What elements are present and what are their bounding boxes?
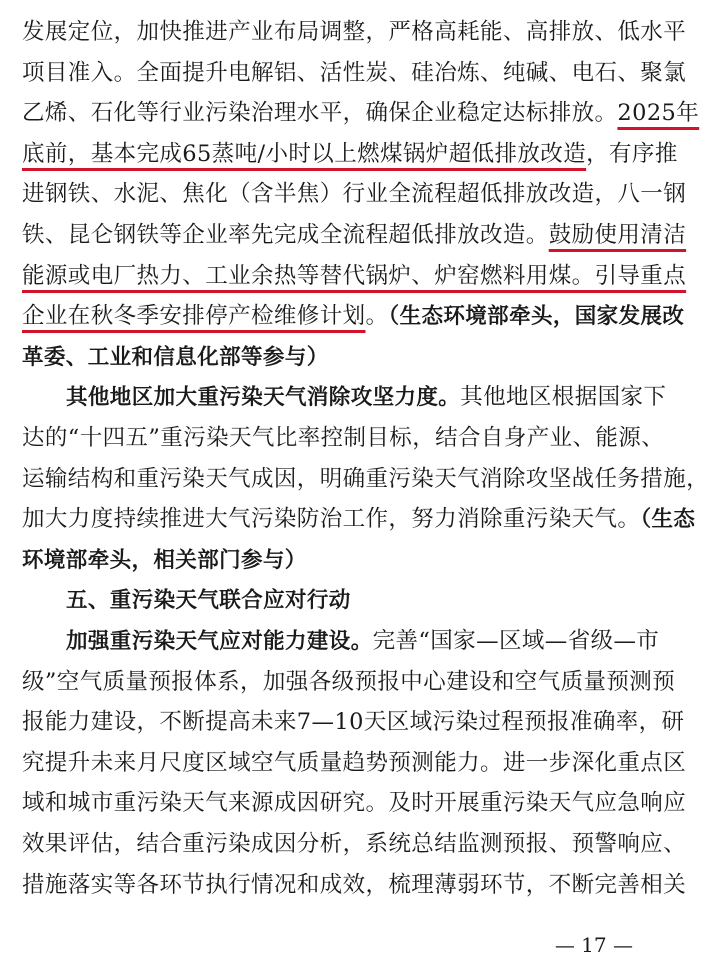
bold-text: 环境部牵头，相关部门参与） [22,547,307,573]
text-segment: 乙烯、石化等行业污染治理水平，确保企业稳定达标排放。 [22,100,618,127]
bold-text: 革委、工业和信息化部等参与） [22,344,329,370]
text-line [22,824,687,864]
text-segment: ，有序推 [586,140,678,167]
text-line [66,621,660,661]
text-line [22,540,640,580]
text-line [22,93,700,133]
text-segment: 。 [365,303,389,330]
text-segment: 加大力度持续推进大气污染防治工作，努力消除重污染天气。 [22,506,641,533]
underlined-text: 鼓励使用清洁 [548,222,687,248]
text-segment: 运输结构和重污染天气成因，明确重污染天气消除攻坚战任务措施， [22,465,709,492]
text-line [22,865,687,905]
underlined-text: 底前，基本完成65蒸吨/小时以上燃煤锅炉超低排放改造 [22,140,587,167]
text-segment: 铁、昆仑钢铁等企业率先完成全流程超低排放改造。 [22,222,549,248]
text-line [22,743,687,783]
text-line [22,337,640,377]
text-segment: 级”空气质量预报体系，加强各级预报中心建设和空气质量预测预 [22,668,676,695]
text-line [22,499,696,539]
bold-text: 加强重污染天气应对能力建设。 [66,629,373,654]
text-segment: 项目准入。全面提升电解铝、活性炭、硅冶炼、纯碱、电石、聚氯 [22,59,687,86]
text-segment: 达的“十四五”重污染天气比率控制目标，结合自身产业、能源、 [22,425,665,451]
text-segment: 其他地区根据国家下 [460,384,667,411]
bold-text: （生态环境部牵头，国家发展改 [388,304,685,330]
text-line [66,377,667,417]
bold-text: （生态 [640,507,696,533]
text-line [66,580,640,620]
text-line [22,418,665,458]
text-segment: 域和城市重污染天气来源成因研究。及时开展重污染天气应急响应 [22,790,687,817]
underlined-text: 2025年 [617,100,700,127]
text-line [22,702,685,742]
text-line [22,134,678,174]
text-line [22,12,687,52]
underlined-text: 能源或电厂热力、工业余热等替代锅炉、炉窑燃料用煤。引导重点 [22,262,687,289]
text-line [22,296,685,336]
text-line [22,215,687,255]
text-segment: 究提升未来月尺度区域空气质量趋势预测能力。进一步深化重点区 [22,749,687,776]
text-line [22,783,687,823]
text-segment: 进钢铁、水泥、焦化（含半焦）行业全流程超低排放改造，八一钢 [22,181,687,208]
underlined-text: 企业在秋冬季安排停产检维修计划 [22,303,366,330]
page-number: — 17 — [554,933,633,957]
text-line [22,174,687,214]
text-segment: 完善“国家—区域—省级—市 [372,628,660,654]
text-segment: 措施落实等各环节执行情况和成效，梳理薄弱环节，不断完善相关 [22,871,687,898]
text-segment: 效果评估，结合重污染成因分析，系统总结监测预报、预警响应、 [22,831,687,857]
text-line [22,256,687,296]
bold-text: 其他地区加大重污染天气消除攻坚力度。 [66,385,461,411]
text-line [22,53,687,93]
text-line [22,662,676,702]
text-line [22,459,709,499]
bold-text: 五、重污染天气联合应对行动 [66,588,351,614]
text-segment: 报能力建设，不断提高未来7—10天区域污染过程预报准确率，研 [22,709,685,736]
text-segment: 发展定位，加快推进产业布局调整，严格高耗能、高排放、低水平 [22,19,687,45]
